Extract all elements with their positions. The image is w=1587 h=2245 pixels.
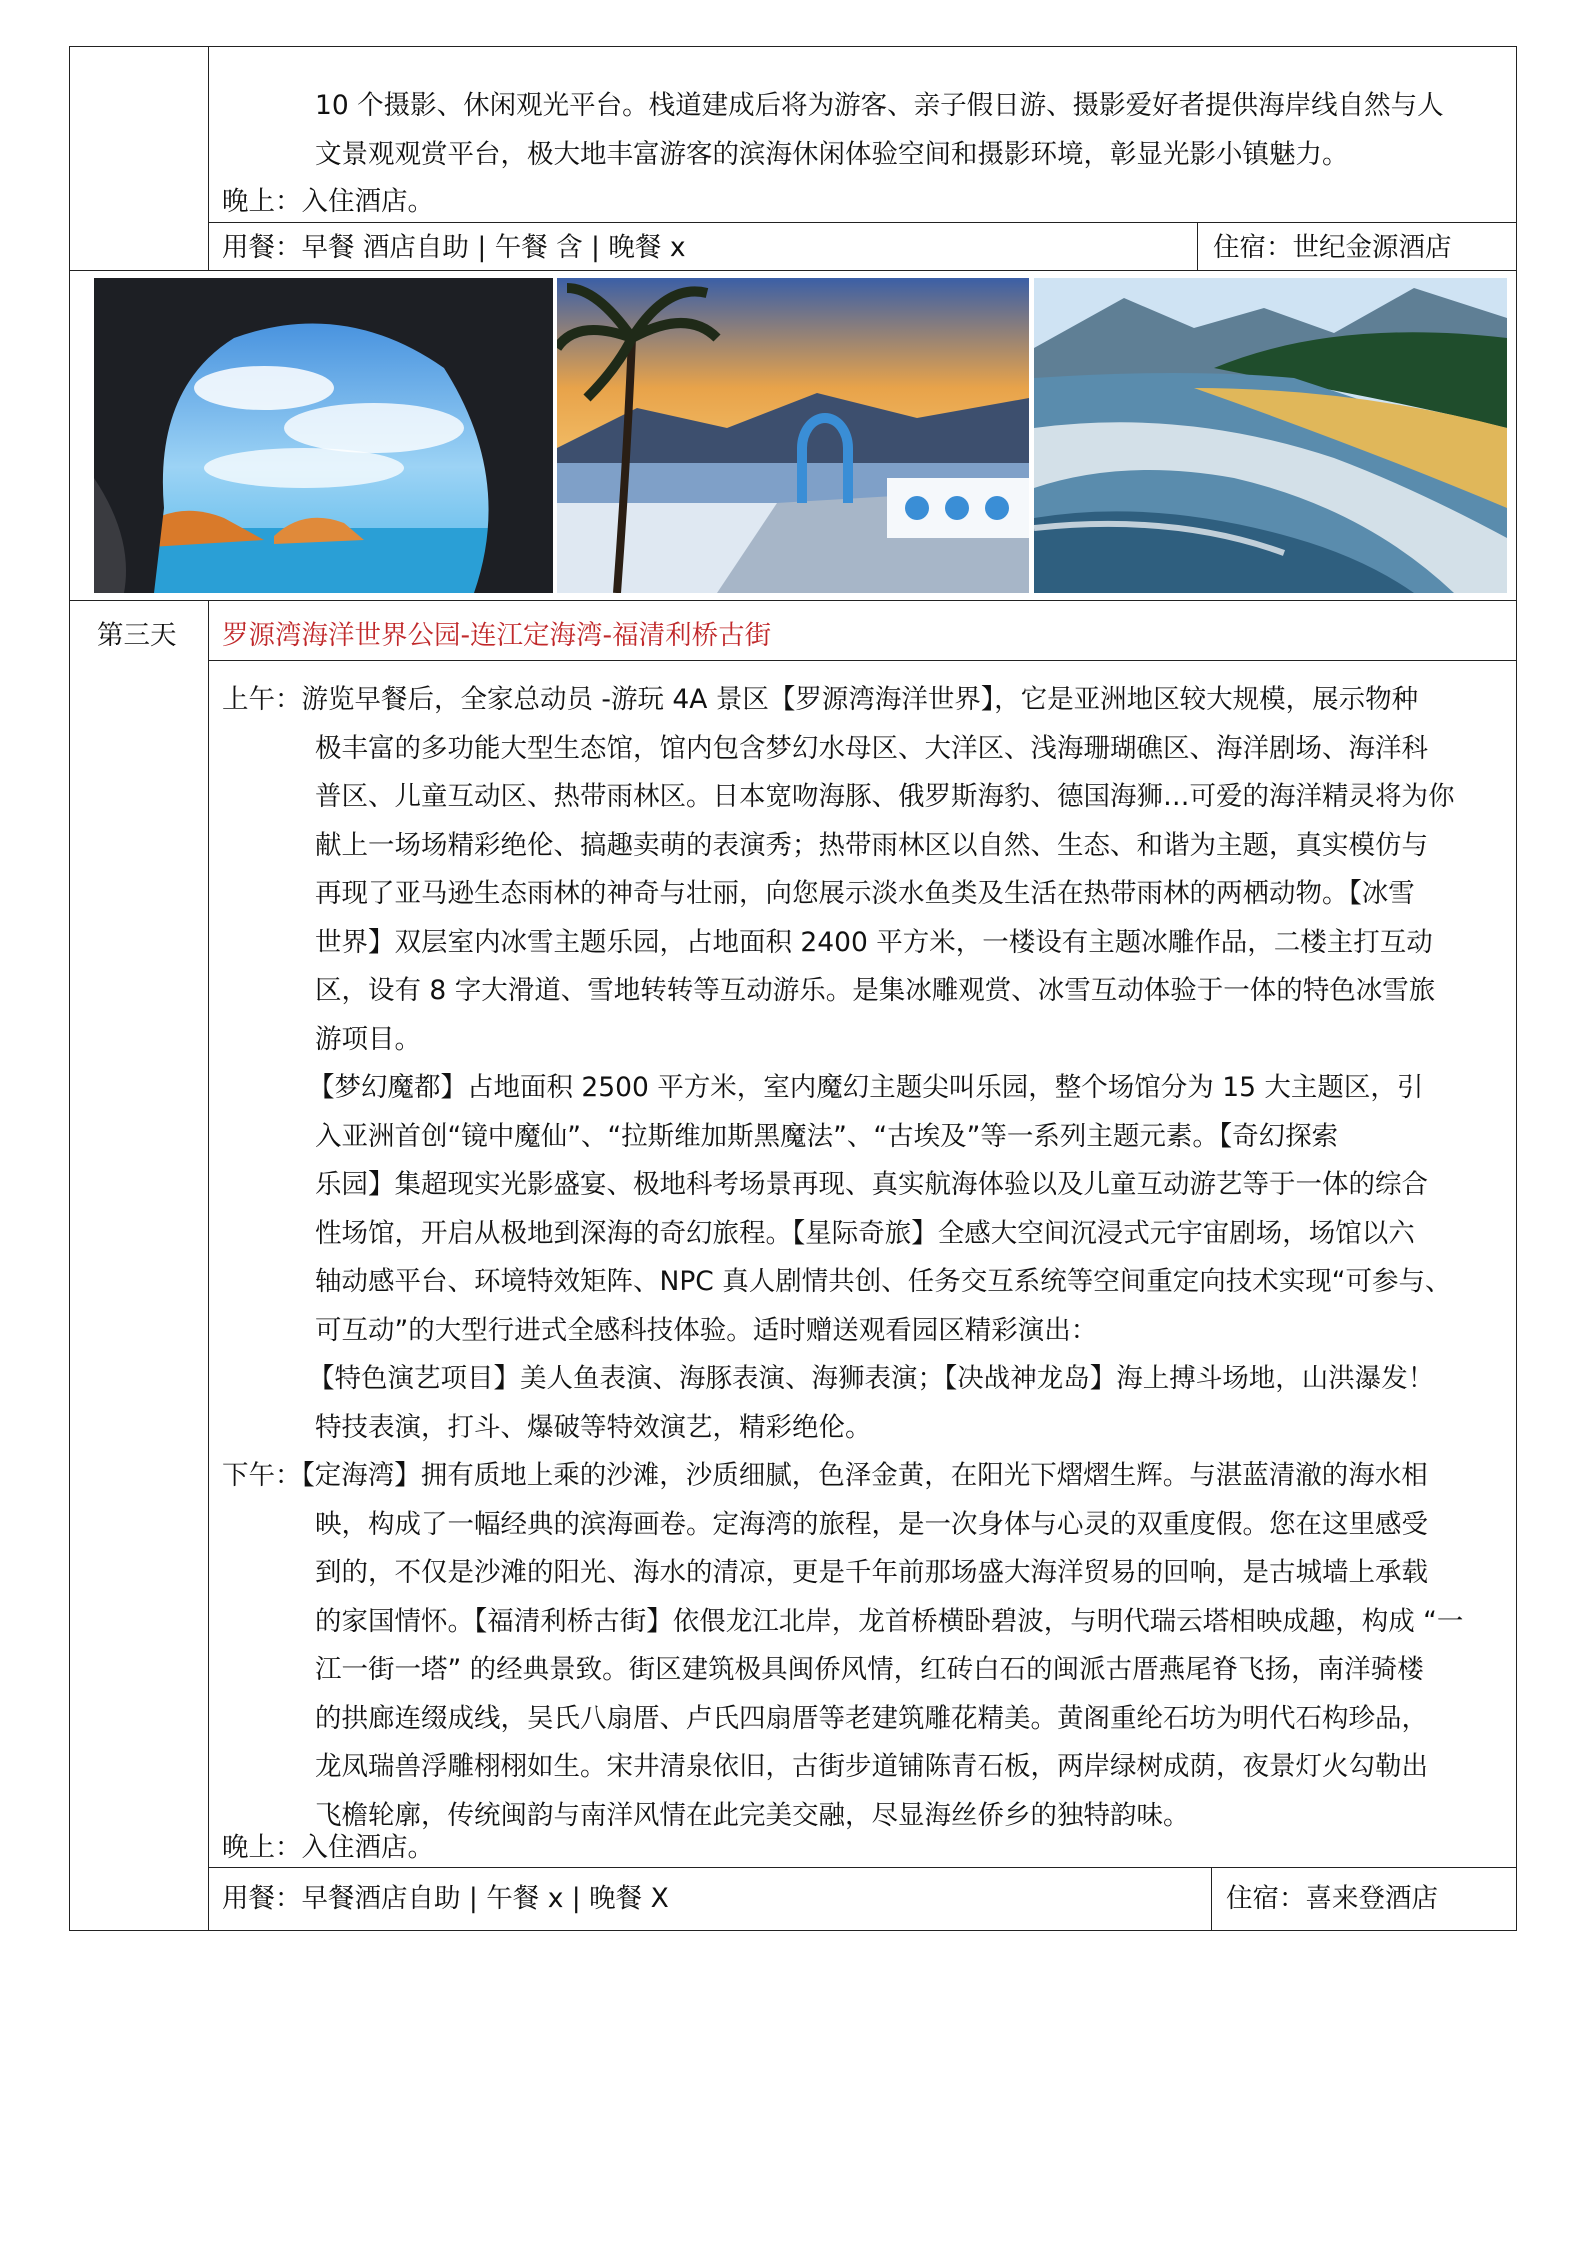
text-line: 再现了亚马逊生态雨林的神奇与壮丽，向您展示淡水鱼类及生活在热带雨林的两栖动物。【冰雪 [315, 878, 1415, 909]
day2-meals: 用餐：早餐 酒店自助 | 午餐 含 | 晚餐 x [222, 232, 686, 263]
sea-cave-photo-icon [94, 278, 553, 593]
hotel-divider [1211, 1867, 1212, 1931]
text-line: 上午：游览早餐后，全家总动员 -游玩 4A 景区【罗源湾海洋世界】，它是亚洲地区较大规模，展示物种 [222, 684, 1419, 715]
beach-waves-photo-icon [1034, 278, 1507, 593]
text-line: 的家国情怀。【福清利桥古街】依偎龙江北岸，龙首桥横卧碧波，与明代瑞云塔相映成趣，构成 “一 [315, 1605, 1464, 1637]
column-divider [208, 46, 209, 271]
text-line: 【梦幻魔都】占地面积 2500 平方米，室内魔幻主题尖叫乐园，整个场馆分为 15 大主题区，引 [308, 1072, 1424, 1103]
day2-description [315, 82, 1444, 179]
text-line: 乐园】集超现实光影盛宴、极地科考场景再现、真实航海体验以及儿童互动游艺等于一体的综合 [315, 1169, 1428, 1200]
text-line: 游项目。 [315, 1023, 421, 1055]
day2-hotel: 住宿：世纪金源酒店 [1213, 232, 1452, 263]
route-title: 罗源湾海洋世界公园-连江定海湾-福清利桥古街 [222, 620, 772, 651]
text-line: 文景观观赏平台，极大地丰富游客的滨海休闲体验空间和摄影环境，彰显光影小镇魅力。 [315, 138, 1349, 170]
day3-evening: 晚上：入住酒店。 [222, 1832, 434, 1863]
day-label: 第三天 [97, 620, 177, 651]
text-line: 可互动”的大型行进式全感科技体验。适时赠送观看园区精彩演出： [315, 1314, 1098, 1346]
text-line: 普区、儿童互动区、热带雨林区。日本宽吻海豚、俄罗斯海豹、德国海狮…可爱的海洋精灵将为你 [315, 781, 1455, 812]
text-line: 性场馆，开启从极地到深海的奇幻旅程。【星际奇旅】全感大空间沉浸式元宇宙剧场，场馆以六 [315, 1217, 1415, 1249]
day3-meals: 用餐：早餐酒店自助 | 午餐 x | 晚餐 X [222, 1883, 669, 1914]
row-divider [69, 270, 1517, 271]
text-line: 极丰富的多功能大型生态馆，馆内包含梦幻水母区、大洋区、浅海珊瑚礁区、海洋剧场、海洋科 [315, 732, 1428, 764]
text-line: 下午：【定海湾】拥有质地上乘的沙滩，沙质细腻，色泽金黄，在阳光下熠熠生辉。与湛蓝清澈的海水相 [222, 1460, 1428, 1491]
hotel-divider [1197, 222, 1198, 270]
text-line: 世界】双层室内冰雪主题乐园，占地面积 2400 平方米，一楼设有主题冰雕作品，二楼主打互动 [315, 926, 1433, 958]
day3-hotel: 住宿：喜来登酒店 [1226, 1883, 1438, 1914]
palm-sunset-terrace-photo-icon [557, 278, 1029, 593]
text-line: 轴动感平台、环境特效矩阵、NPC 真人剧情共创、任务交互系统等空间重定向技术实现“可参与、 [315, 1266, 1452, 1297]
text-line: 入亚洲首创“镜中魔仙”、“拉斯维加斯黑魔法”、“古埃及”等一系列主题元素。【奇幻探索 [315, 1120, 1339, 1152]
text-line: 到的，不仅是沙滩的阳光、海水的清凉，更是千年前那场盛大海洋贸易的回响，是古城墙上承载 [315, 1557, 1428, 1588]
day3-afternoon [222, 1452, 1463, 1840]
text-line: 的拱廊连缀成线，吴氏八扇厝、卢氏四扇厝等老建筑雕花精美。黄阁重纶石坊为明代石构珍品， [315, 1702, 1428, 1734]
text-line: 江一街一塔” 的经典景致。街区建筑极具闽侨风情，红砖白石的闽派古厝燕尾脊飞扬，南洋骑楼 [315, 1654, 1424, 1685]
row-divider [208, 660, 1517, 661]
day3-morning [222, 676, 1455, 1452]
text-line: 映，构成了一幅经典的滨海画卷。定海湾的旅程，是一次身体与心灵的双重度假。您在这里感受 [315, 1508, 1428, 1540]
row-divider [69, 600, 1517, 601]
text-line: 献上一场场精彩绝伦、搞趣卖萌的表演秀；热带雨林区以自然、生态、和谐为主题，真实模仿与 [315, 829, 1428, 861]
text-line: 特技表演，打斗、爆破等特效演艺，精彩绝伦。 [315, 1411, 872, 1443]
text-line: 【特色演艺项目】美人鱼表演、海豚表演、海狮表演；【决战神龙岛】海上搏斗场地，山洪瀑发！ [308, 1363, 1435, 1394]
column-divider [208, 600, 209, 1931]
text-line: 龙凤瑞兽浮雕栩栩如生。宋井清泉依旧，古街步道铺陈青石板，两岸绿树成荫，夜景灯火勾勒出 [315, 1751, 1428, 1782]
day2-evening: 晚上：入住酒店。 [222, 186, 434, 217]
text-line: 飞檐轮廓，传统闽韵与南洋风情在此完美交融，尽显海丝侨乡的独特韵味。 [315, 1799, 1190, 1831]
text-line: 10 个摄影、休闲观光平台。栈道建成后将为游客、亲子假日游、摄影爱好者提供海岸线自然与人 [315, 90, 1444, 121]
text-line: 区，设有 8 字大滑道、雪地转转等互动游乐。是集冰雕观赏、冰雪互动体验于一体的特色冰雪旅 [315, 975, 1436, 1006]
